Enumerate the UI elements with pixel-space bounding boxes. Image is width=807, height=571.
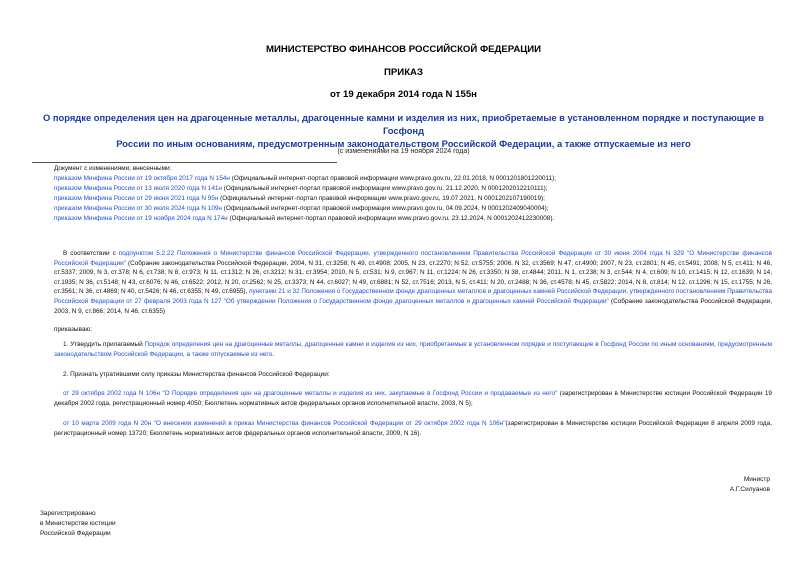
point-1: 1. Утвердить прилагаемый Порядок определения цен на драгоценные металлы, драгоценные камни и изделия из них, приобретаемые в установленном порядке и поступающие в Госфонд России по иным основаниям, предусмотренным законодательством Российской Федерации, а также отпускаемые из него. — [54, 341, 772, 358]
orders-word: приказываю: — [54, 326, 92, 333]
registration-line-1: Зарегистрировано — [40, 510, 96, 517]
change-item: приказом Минфина России от 13 июля 2020 года N 141н (Официальный интернет-портал правовой информации www.pravo.gov.ru, 21.12.2020, N 0001202012210111); — [54, 185, 548, 192]
change-link[interactable]: приказом Минфина России от 19 ноября 2024 года N 174н — [54, 215, 228, 222]
change-link[interactable]: приказом Минфина России от 29 июня 2021 года N 95н — [54, 195, 219, 202]
change-item: приказом Минфина России от 29 июня 2021 года N 95н (Официальный интернет-портал правовой информации www.pravo.gov.ru, 19.07.2021, N 0001202107190019); — [54, 195, 545, 202]
date-number-heading: от 19 декабря 2014 года N 155н — [330, 89, 477, 100]
change-item: приказом Минфина России от 30 июля 2024 года N 109н (Официальный интернет-портал правовой информации www.pravo.gov.ru, 04.09.2024, N 0001202409040004); — [54, 205, 549, 212]
doc-type-heading: ПРИКАЗ — [384, 67, 423, 78]
registration-block — [40, 509, 116, 539]
signature-role: Министр — [743, 476, 770, 483]
divider — [32, 162, 337, 163]
change-link[interactable]: приказом Минфина России от 13 июля 2020 года N 141н — [54, 185, 222, 192]
point-2: 2. Признать утратившими силу приказы Министерства финансов Российской Федерации: — [63, 371, 330, 378]
change-item: приказом Минфина России от 19 октября 2017 года N 154н (Официальный интернет-портал правовой информации www.pravo.gov.ru, 22.01.2018, N 0001201801220011); — [54, 175, 557, 182]
title-line-2: России по иным основаниям, предусмотренным законодательством Российской Федерации, а также отпускаемые из него — [116, 138, 691, 149]
change-item: приказом Минфина России от 19 ноября 2024 года N 174н (Официальный интернет-портал правовой информации www.pravo.gov.ru, 23.12.2024, N 0001202412230008). — [54, 215, 555, 222]
basis-link-gosfond[interactable]: пунктами 21 и 32 Положения о Государственном фонде драгоценных металлов и драгоценных камней Российской Федерации, утвержденного постановлением Правительства Российской Федерации от 27 февраля 2003 года N 127 "Об утверждении Положения о Государственном фонде драгоценных металлов и драгоценных камней Российской Федерации" — [54, 288, 773, 305]
repeal-link-1[interactable]: от 29 октября 2002 года N 106н "О Порядке определения цен на драгоценные металлы и изделия из них, закупаемые в Госфонд России и продаваемые из него" — [63, 390, 558, 397]
registration-line-3: Российской Федерации — [40, 530, 111, 537]
basis-paragraph: В соответствии с подпунктом 5.2.22 Положения о Министерстве финансов Российской Федерации, утвержденного постановлением Правительства Российской Федерации от 30 июня 2004 года N 329 "О Министерстве финансов Российской Федерации" (Собрание законодательства Российской Федерации, 2004, N 31, ст.3258; N 49, ст.4908; 2005, N 23, ст.2270; N 52, ст.5755; 2006, N 32, ст.3569; N 47, ст.4900; 2007, N 23, ст.2801; N 45, ст.5491; 2008, N 5, ст.411; N 46, ст.5337; 2009, N 3, ст.378; N 6, ст.738; N 8, ст.973; N 11, ст.1312; N 26, ст.3212; N 31, ст.3954; 2010, N 5, ст.531; N 9, ст.967; N 11, ст.1224; N 26, ст.3350; N 38, ст.4844; 2011, N 1, ст.238; N 3, ст.544; N 4, ст.609; N 10, ст.1415; N 12, ст.1639; N 14, ст.1935; N 36, ст.5148; N 43, ст.6076; N 46, ст.6522; 2012, N 20, ст.2562; N 25, ст.3373; N 44, ст.6027; N 49, ст.6881; N 52, ст.7516; 2013, N 5, ст.411; N 20, ст.2488; N 36, ст.4578; N 45, ст.5822; 2014, N 8, ст.814; N 12, ст.1296; N 15, ст.1755; N 26, ст.3561; N 36, ст.4869; N 40, ст.5426; N 46, ст.6355; N 49, ст.6955), пунктами 21 и 32 Положения о Государственном фонде драгоценных металлов и драгоценных камней Российской Федерации, утвержденного постановлением Правительства Российской Федерации от 27 февраля 2003 года N 127 "Об утверждении Положения о Государственном фонде драгоценных металлов и драгоценных камней Российской Федерации" (Собрание законодательства Российской Федерации, 2003, N 9, ст.866; 2014, N 46, ст.6355) — [54, 250, 773, 315]
ministry-heading: МИНИСТЕРСТВО ФИНАНСОВ РОССИЙСКОЙ ФЕДЕРАЦИИ — [265, 44, 542, 55]
registration-line-2: в Министерстве юстиции — [40, 520, 116, 527]
signature-name: А.Г.Силуанов — [729, 486, 770, 493]
change-link[interactable]: приказом Минфина России от 19 октября 2017 года N 154н — [54, 175, 230, 182]
repeal-item-2: от 10 марта 2009 года N 20н "О внесении изменений в приказ Министерства финансов Российской Федерации от 29 октября 2002 года N 106н"(зарегистрирован в Министерстве юстиции Российской Федерации 8 апреля 2009 года, регистрационный номер 13720; Бюллетень нормативных актов федеральных органов исполнительной власти, 2009, N 16). — [54, 420, 772, 437]
title-line-1: О порядке определения цен на драгоценные металлы, драгоценные камни и изделия из них, приобретаемые в установленном порядке и поступающие в Госфонд — [42, 112, 765, 136]
changes-intro: Документ с изменениями, внесенными: — [54, 165, 172, 172]
basis-link-regulation[interactable]: подпунктом 5.2.22 Положения о Министерстве финансов Российской Федерации, утвержденного постановлением Правительства Российской Федерации от 30 июня 2004 года N 329 "О Министерстве финансов Российской Федерации" — [54, 250, 773, 267]
signature-block — [600, 475, 770, 495]
change-link[interactable]: приказом Минфина России от 30 июля 2024 года N 109н — [54, 205, 222, 212]
repeal-item-1: от 29 октября 2002 года N 106н "О Порядке определения цен на драгоценные металлы и изделия из них, закупаемые в Госфонд России и продаваемые из него" (зарегистрирован в Министерстве юстиции Российской Федерации 19 декабря 2002 года, регистрационный номер 4050; Бюллетень нормативных актов федеральных органов исполнительной власти, 2003, N 5); — [54, 390, 772, 407]
document-title — [30, 111, 777, 150]
revision-note: (с изменениями на 19 ноября 2024 года) — [337, 148, 470, 155]
repeal-link-2[interactable]: от 10 марта 2009 года N 20н "О внесении изменений в приказ Министерства финансов Российской Федерации от 29 октября 2002 года N 106н" — [63, 420, 506, 427]
procedure-link[interactable]: Порядок определения цен на драгоценные металлы, драгоценные камни и изделия из них, приобретаемые в установленном порядке и поступающие в Госфонд России по иным основаниям, предусмотренным законодательством Российской Федерации, а также отпускаемые из него — [54, 341, 772, 358]
